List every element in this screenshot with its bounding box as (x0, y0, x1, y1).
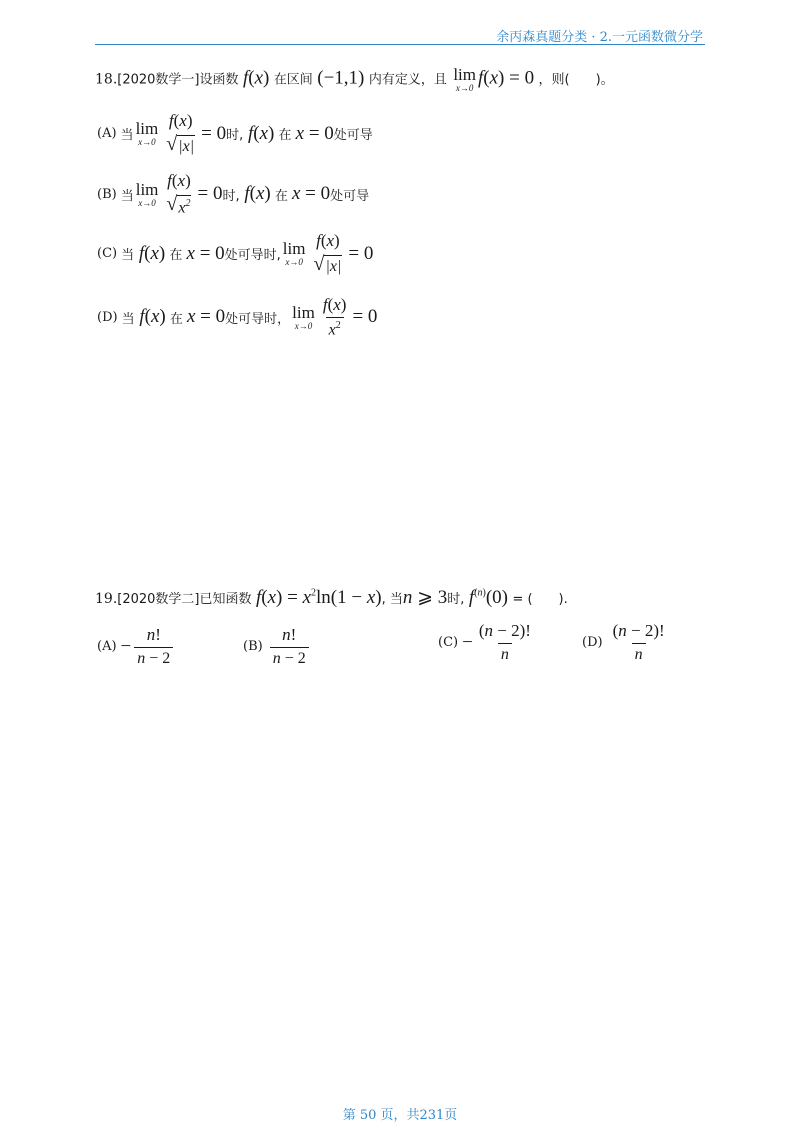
stem-text: 已知函数 (199, 592, 252, 607)
option-b (97, 172, 369, 217)
formula: f(x) (247, 122, 275, 144)
option-c (97, 232, 373, 275)
header-title: 余丙森真题分类 · 2.一元函数微分学 (496, 30, 703, 45)
formula: x = 0 (186, 306, 226, 328)
page-header (95, 22, 705, 45)
limit-symbol: lim x→0 (135, 179, 159, 208)
stem-text: 时, (447, 592, 465, 607)
option-a (97, 112, 373, 155)
option-label: (A) (97, 126, 117, 142)
option-label: (D) (582, 635, 603, 651)
question-number: 18. (95, 71, 118, 88)
option-text: 当 (120, 128, 134, 144)
fraction: f(x) √ $x^2$ (166, 171, 191, 217)
limit-symbol: lim x→0 (453, 65, 476, 93)
option-text: 当 (121, 248, 135, 264)
fraction: $\frac{n!}{n - 2}$ (134, 626, 173, 667)
option-label: (A) (97, 639, 117, 655)
option-b (243, 626, 312, 667)
formula: f(x) = 0 (477, 67, 535, 89)
stem-text: ，则( )。 (538, 72, 614, 88)
page-footer: 第 50 页，共231页 (342, 1108, 458, 1123)
formula: f(x) (244, 183, 271, 205)
formula: $f^{(n)}(0)$ (468, 587, 508, 608)
formula: − (120, 635, 132, 657)
option-text: 当 (121, 311, 135, 327)
stem-text: , 当 (381, 592, 403, 607)
formula: = 0 (197, 183, 223, 205)
stem-text: 内有定义，且 (368, 72, 447, 88)
question-source: [2020数学二] (117, 592, 200, 607)
option-text: 时, (222, 188, 240, 204)
stem-text: 在区间 (273, 72, 313, 88)
option-c (438, 622, 537, 663)
question-source: [2020数学一] (117, 72, 200, 88)
formula: = 0 (352, 306, 378, 328)
option-label: (D) (97, 309, 118, 325)
formula: x = 0 (291, 183, 331, 205)
option-text: 在 (270, 188, 292, 204)
option-text: 当 (120, 188, 134, 204)
formula: f(x) (242, 67, 270, 89)
option-text: 在 (165, 311, 187, 327)
fraction: f(x) √ |x| (313, 231, 342, 275)
option-label: (C) (97, 246, 118, 262)
formula: n ⩾ 3 (402, 587, 448, 608)
formula: f(x) (138, 242, 166, 264)
fraction: $\frac{(n - 2)!}{n}$ (612, 621, 665, 663)
option-d (582, 622, 671, 663)
fraction: $\frac{(n - 2)!}{n}$ (478, 621, 531, 663)
formula: $f(x) = x^2\ln(1 - x)$ (255, 587, 382, 608)
option-text: 处可导时, (224, 248, 281, 264)
limit-symbol: lim x→0 (135, 119, 159, 148)
option-text: 处可导 (333, 128, 373, 144)
option-text: 处可导 (330, 188, 370, 204)
formula: − (462, 631, 473, 653)
question-number: 19. (95, 591, 118, 607)
question-19-stem (95, 586, 568, 609)
formula: = 0 (348, 242, 374, 264)
formula: x = 0 (295, 122, 334, 144)
question-18-stem (95, 66, 614, 93)
option-d (97, 296, 377, 339)
formula: (−1,1) (317, 67, 365, 89)
option-label: (B) (243, 639, 263, 655)
formula: = 0 (201, 122, 227, 144)
formula: f(x) (139, 306, 166, 328)
stem-text: 设函数 (199, 72, 239, 88)
fraction: $\frac{f(x)}{x^2}$ (322, 295, 347, 339)
fraction: f(x) √ |x| (166, 111, 195, 155)
stem-text: = ( ). (512, 592, 568, 607)
formula: x = 0 (186, 242, 225, 264)
fraction: $\frac{n!}{n - 2}$ (270, 626, 309, 667)
limit-symbol: lim x→0 (282, 239, 306, 268)
option-text: 处可导时， (225, 311, 291, 327)
option-text: 在 (274, 128, 296, 144)
limit-symbol: lim x→0 (292, 302, 315, 331)
option-label: (C) (438, 635, 459, 651)
option-a (97, 626, 176, 667)
option-text: 在 (165, 248, 187, 264)
option-label: (B) (97, 186, 117, 202)
option-text: 时, (226, 128, 244, 144)
